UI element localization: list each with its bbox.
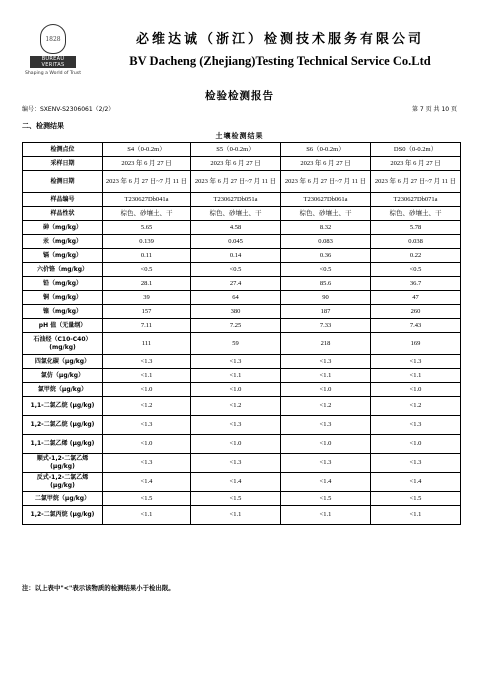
result-cell: <1.3 bbox=[103, 416, 191, 435]
table-row bbox=[23, 249, 461, 263]
header-value-cell: 2023 年 6 月 27 日 bbox=[281, 157, 371, 171]
result-cell: <1.1 bbox=[281, 506, 371, 525]
analyte-cell: 铅（mg/kg） bbox=[23, 277, 103, 291]
analyte-cell: 汞（mg/kg） bbox=[23, 235, 103, 249]
bureau-veritas-logo bbox=[22, 24, 84, 84]
section-heading: 二、检测结果 bbox=[22, 122, 64, 130]
result-cell: 0.11 bbox=[103, 249, 191, 263]
analyte-cell: 砷（mg/kg） bbox=[23, 221, 103, 235]
result-cell: 47 bbox=[371, 291, 461, 305]
header-value-cell: 棕色、砂壤土、干 bbox=[281, 207, 371, 221]
header-value-cell: 2023 年 6 月 27 日~7 月 11 日 bbox=[281, 171, 371, 193]
result-cell: <1.0 bbox=[191, 383, 281, 397]
header-value-cell: T230627Db061a bbox=[281, 193, 371, 207]
result-cell: <0.5 bbox=[103, 263, 191, 277]
result-cell: <0.5 bbox=[191, 263, 281, 277]
analyte-cell: pH 值（无量纲） bbox=[23, 319, 103, 333]
result-cell: 7.33 bbox=[281, 319, 371, 333]
table-row bbox=[23, 305, 461, 319]
analyte-cell: 氯仿（μg/kg） bbox=[23, 369, 103, 383]
header-value-cell: 棕色、砂壤土、干 bbox=[103, 207, 191, 221]
result-cell: <1.2 bbox=[371, 397, 461, 416]
table-row bbox=[23, 492, 461, 506]
result-cell: <1.5 bbox=[191, 492, 281, 506]
table-row bbox=[23, 319, 461, 333]
table-row bbox=[23, 473, 461, 492]
analyte-cell: 1,2-二氯丙烷 (μg/kg) bbox=[23, 506, 103, 525]
header-value-cell: DS0（0-0.2m） bbox=[371, 143, 461, 157]
result-cell: 59 bbox=[191, 333, 281, 355]
company-name-cn: 必维达诚（浙江）检测技术服务有限公司 bbox=[135, 32, 424, 47]
result-cell: 260 bbox=[371, 305, 461, 319]
analyte-cell: 1,1-二氯乙烷 (μg/kg) bbox=[23, 397, 103, 416]
result-cell: 0.038 bbox=[371, 235, 461, 249]
result-cell: <1.0 bbox=[103, 383, 191, 397]
header-value-cell: S4（0-0.2m） bbox=[103, 143, 191, 157]
header-value-cell: 2023 年 6 月 27 日 bbox=[371, 157, 461, 171]
header-label-cell: 检测日期 bbox=[23, 171, 103, 193]
result-cell: <1.3 bbox=[191, 416, 281, 435]
result-cell: 5.65 bbox=[103, 221, 191, 235]
report-title: 检验检测报告 bbox=[205, 90, 274, 102]
result-cell: 0.139 bbox=[103, 235, 191, 249]
result-cell: <1.4 bbox=[103, 473, 191, 492]
result-cell: <1.0 bbox=[103, 435, 191, 454]
table-row bbox=[23, 263, 461, 277]
result-cell: 0.22 bbox=[371, 249, 461, 263]
result-cell: <1.3 bbox=[191, 355, 281, 369]
header-label-cell: 采样日期 bbox=[23, 157, 103, 171]
table-title: 土壤检测结果 bbox=[215, 132, 264, 140]
table-row bbox=[23, 221, 461, 235]
table-row bbox=[23, 291, 461, 305]
result-cell: 85.6 bbox=[281, 277, 371, 291]
result-cell: <1.1 bbox=[281, 369, 371, 383]
result-cell: <1.2 bbox=[191, 397, 281, 416]
table-header-row bbox=[23, 193, 461, 207]
table-row bbox=[23, 369, 461, 383]
logo-wordmark bbox=[30, 56, 76, 68]
header-value-cell: S6（0-0.2m） bbox=[281, 143, 371, 157]
result-cell: <0.5 bbox=[281, 263, 371, 277]
result-cell: <0.5 bbox=[371, 263, 461, 277]
result-cell: <1.5 bbox=[371, 492, 461, 506]
result-cell: 8.32 bbox=[281, 221, 371, 235]
table-row bbox=[23, 383, 461, 397]
page-indicator: 第 7 页 共 10 页 bbox=[412, 106, 457, 113]
analyte-cell: 二氯甲烷（μg/kg） bbox=[23, 492, 103, 506]
header-label-cell: 样品性状 bbox=[23, 207, 103, 221]
header-value-cell: T230627Db071a bbox=[371, 193, 461, 207]
result-cell: 7.43 bbox=[371, 319, 461, 333]
result-cell: <1.3 bbox=[281, 355, 371, 369]
report-number: 编号：SXENV-S2306061（2/2） bbox=[22, 106, 115, 113]
soil-results-table bbox=[22, 142, 461, 525]
header-label-cell: 样品编号 bbox=[23, 193, 103, 207]
result-cell: 4.58 bbox=[191, 221, 281, 235]
result-cell: 36.7 bbox=[371, 277, 461, 291]
analyte-cell: 反式-1,2-二氯乙烯 (μg/kg) bbox=[23, 473, 103, 492]
table-row bbox=[23, 435, 461, 454]
result-cell: 27.4 bbox=[191, 277, 281, 291]
table-header-row bbox=[23, 207, 461, 221]
analyte-cell: 顺式-1,2-二氯乙烯 (μg/kg) bbox=[23, 454, 103, 473]
result-cell: 7.11 bbox=[103, 319, 191, 333]
result-cell: 380 bbox=[191, 305, 281, 319]
header-value-cell: T230627Db041a bbox=[103, 193, 191, 207]
result-cell: <1.3 bbox=[191, 454, 281, 473]
result-cell: <1.1 bbox=[191, 506, 281, 525]
table-row bbox=[23, 277, 461, 291]
logo-year: 1828 bbox=[45, 35, 61, 43]
logo-tagline: Shaping a World of Trust bbox=[24, 71, 82, 76]
result-cell: 28.1 bbox=[103, 277, 191, 291]
logo-brand-bottom: VERITAS bbox=[41, 62, 65, 68]
result-cell: <1.3 bbox=[371, 355, 461, 369]
table-header-row bbox=[23, 157, 461, 171]
result-cell: 90 bbox=[281, 291, 371, 305]
analyte-cell: 1,2-二氯乙烷 (μg/kg) bbox=[23, 416, 103, 435]
header-value-cell: T230627Db051a bbox=[191, 193, 281, 207]
analyte-cell: 1,1-二氯乙烯 (μg/kg) bbox=[23, 435, 103, 454]
header-value-cell: 2023 年 6 月 27 日~7 月 11 日 bbox=[191, 171, 281, 193]
result-cell: 0.083 bbox=[281, 235, 371, 249]
analyte-cell: 氯甲烷（μg/kg） bbox=[23, 383, 103, 397]
veritas-seal-icon bbox=[40, 24, 66, 54]
result-cell: <1.3 bbox=[103, 454, 191, 473]
result-cell: <1.1 bbox=[371, 369, 461, 383]
company-name-en: BV Dacheng (Zhejiang)Testing Technical Service Co.Ltd bbox=[129, 54, 431, 68]
analyte-cell: 铜（mg/kg） bbox=[23, 291, 103, 305]
table-row bbox=[23, 333, 461, 355]
table-row bbox=[23, 355, 461, 369]
table-footnote: 注：以上表中"<"表示该物质的检测结果小于检出限。 bbox=[22, 584, 175, 592]
result-cell: <1.5 bbox=[103, 492, 191, 506]
result-cell: <1.3 bbox=[371, 454, 461, 473]
result-cell: <1.0 bbox=[191, 435, 281, 454]
result-cell: 0.14 bbox=[191, 249, 281, 263]
table-header-row bbox=[23, 143, 461, 157]
result-cell: 0.045 bbox=[191, 235, 281, 249]
analyte-cell: 四氯化碳（μg/kg） bbox=[23, 355, 103, 369]
header-label-cell: 检测点位 bbox=[23, 143, 103, 157]
result-cell: 0.36 bbox=[281, 249, 371, 263]
result-cell: <1.1 bbox=[191, 369, 281, 383]
header-value-cell: 棕色、砂壤土、干 bbox=[191, 207, 281, 221]
result-cell: 5.78 bbox=[371, 221, 461, 235]
header-value-cell: 2023 年 6 月 27 日~7 月 11 日 bbox=[371, 171, 461, 193]
result-cell: <1.0 bbox=[281, 435, 371, 454]
header-value-cell: 2023 年 6 月 27 日 bbox=[103, 157, 191, 171]
header-value-cell: 棕色、砂壤土、干 bbox=[371, 207, 461, 221]
result-cell: <1.0 bbox=[371, 435, 461, 454]
result-cell: <1.3 bbox=[281, 454, 371, 473]
result-cell: <1.1 bbox=[371, 506, 461, 525]
result-cell: 39 bbox=[103, 291, 191, 305]
header-value-cell: S5（0-0.2m） bbox=[191, 143, 281, 157]
result-cell: 157 bbox=[103, 305, 191, 319]
header-value-cell: 2023 年 6 月 27 日~7 月 11 日 bbox=[103, 171, 191, 193]
table-row bbox=[23, 454, 461, 473]
result-cell: <1.3 bbox=[371, 416, 461, 435]
result-cell: 187 bbox=[281, 305, 371, 319]
analyte-cell: 石油烃（C10-C40）(mg/kg) bbox=[23, 333, 103, 355]
table-row bbox=[23, 416, 461, 435]
table-header-row bbox=[23, 171, 461, 193]
result-cell: 169 bbox=[371, 333, 461, 355]
result-cell: <1.2 bbox=[103, 397, 191, 416]
table-row bbox=[23, 506, 461, 525]
result-cell: <1.4 bbox=[191, 473, 281, 492]
result-cell: 218 bbox=[281, 333, 371, 355]
result-cell: <1.1 bbox=[103, 369, 191, 383]
analyte-cell: 镍（mg/kg） bbox=[23, 305, 103, 319]
result-cell: <1.3 bbox=[281, 416, 371, 435]
results-table-body bbox=[23, 143, 461, 525]
result-cell: <1.2 bbox=[281, 397, 371, 416]
analyte-cell: 六价铬（mg/kg） bbox=[23, 263, 103, 277]
header-value-cell: 2023 年 6 月 27 日 bbox=[191, 157, 281, 171]
table-row bbox=[23, 397, 461, 416]
result-cell: <1.5 bbox=[281, 492, 371, 506]
logo-brand-top: BUREAU bbox=[41, 56, 65, 62]
result-cell: <1.1 bbox=[103, 506, 191, 525]
result-cell: 7.25 bbox=[191, 319, 281, 333]
result-cell: <1.0 bbox=[371, 383, 461, 397]
result-cell: 64 bbox=[191, 291, 281, 305]
result-cell: <1.4 bbox=[281, 473, 371, 492]
analyte-cell: 镉（mg/kg） bbox=[23, 249, 103, 263]
result-cell: <1.0 bbox=[281, 383, 371, 397]
result-cell: <1.3 bbox=[103, 355, 191, 369]
result-cell: <1.4 bbox=[371, 473, 461, 492]
table-row bbox=[23, 235, 461, 249]
result-cell: 111 bbox=[103, 333, 191, 355]
